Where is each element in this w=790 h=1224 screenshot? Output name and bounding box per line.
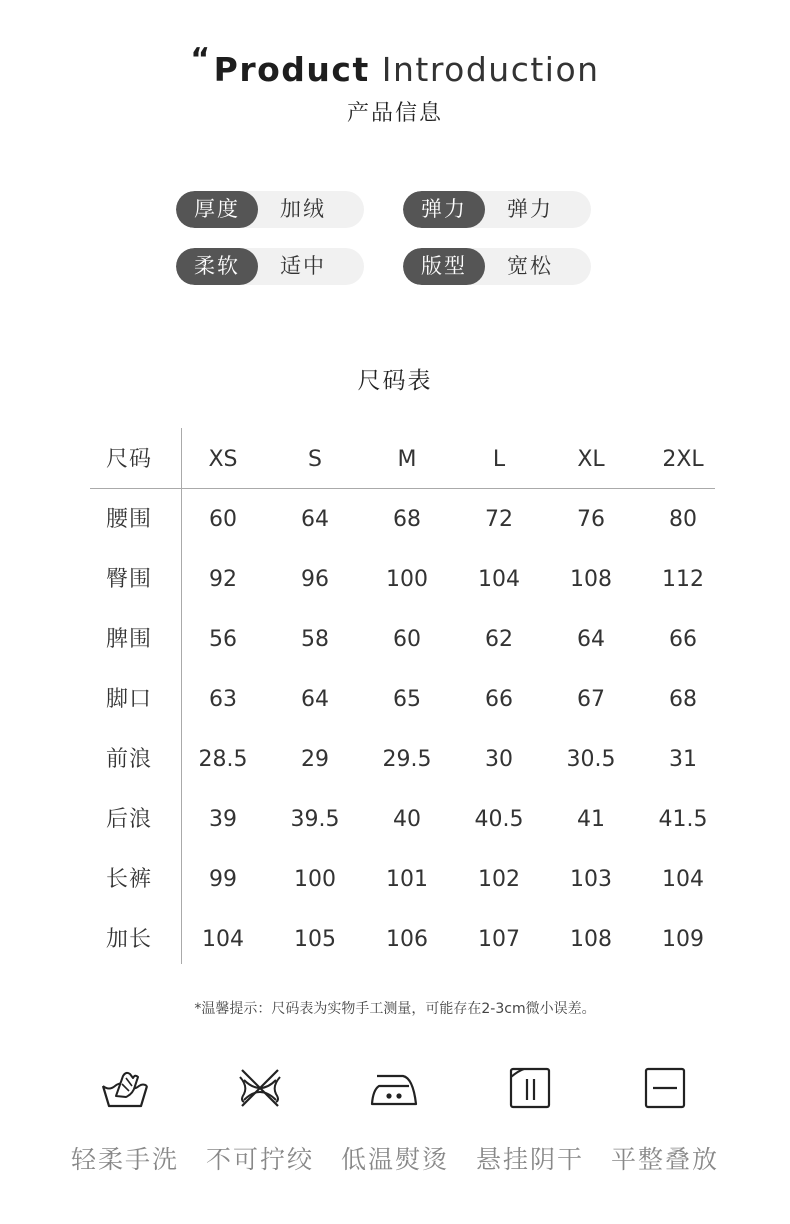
size-header-cell: M [397, 447, 417, 472]
table-cell: 67 [577, 687, 605, 712]
size-header-cell: 2XL [662, 447, 704, 472]
attribute-key: 柔软 [176, 248, 258, 285]
care-label: 平整叠放 [610, 1145, 719, 1174]
table-row [90, 790, 715, 850]
do-not-wring-icon [234, 1062, 286, 1114]
attribute-value: 宽松 [507, 254, 553, 278]
table-cell: 104 [478, 567, 520, 592]
table-cell: 41.5 [658, 807, 708, 832]
table-cell: 31 [669, 747, 697, 772]
table-cell: 64 [577, 627, 605, 652]
table-cell: 68 [669, 687, 697, 712]
table-cell: 104 [662, 867, 704, 892]
table-cell: 39.5 [290, 807, 340, 832]
table-cell: 101 [386, 867, 428, 892]
table-cell: 56 [209, 627, 237, 652]
care-item-low-iron [325, 1062, 465, 1176]
table-row [90, 610, 715, 670]
table-cell: 39 [209, 807, 237, 832]
measurement-label: 臀围 [105, 567, 152, 592]
attribute-pill-thickness [176, 191, 364, 228]
table-cell: 29.5 [382, 747, 432, 772]
measurement-label: 前浪 [105, 747, 152, 772]
table-row [90, 910, 715, 970]
table-cell: 92 [209, 567, 237, 592]
table-cell: 40 [393, 807, 421, 832]
table-cell: 100 [294, 867, 336, 892]
page-title [0, 42, 790, 94]
table-cell: 63 [209, 687, 237, 712]
table-row [90, 550, 715, 610]
attribute-value: 加绒 [280, 197, 326, 221]
care-label: 轻柔手洗 [70, 1145, 179, 1174]
table-cell: 29 [301, 747, 329, 772]
table-cell: 100 [386, 567, 428, 592]
table-cell: 104 [202, 927, 244, 952]
table-cell: 30 [485, 747, 513, 772]
page-subtitle: 产品信息 [346, 101, 443, 126]
measurement-label: 后浪 [105, 807, 152, 832]
table-row [90, 730, 715, 790]
table-cell: 64 [301, 687, 329, 712]
table-cell: 102 [478, 867, 520, 892]
table-cell: 62 [485, 627, 513, 652]
table-header-row [90, 430, 715, 490]
dry-flat-icon [639, 1062, 691, 1114]
measurement-label: 加长 [105, 927, 152, 952]
table-cell: 109 [662, 927, 704, 952]
table-cell: 28.5 [198, 747, 248, 772]
table-row [90, 850, 715, 910]
attribute-value: 弹力 [507, 197, 553, 221]
care-item-dry-flat [595, 1062, 735, 1176]
table-cell: 41 [577, 807, 605, 832]
care-instructions [0, 1062, 790, 1182]
table-cell: 66 [485, 687, 513, 712]
table-cell: 80 [669, 507, 697, 532]
hand-wash-icon [99, 1062, 151, 1114]
table-cell: 103 [570, 867, 612, 892]
table-row [90, 490, 715, 550]
attribute-pill-fit [403, 248, 591, 285]
table-cell: 65 [393, 687, 421, 712]
table-cell: 106 [386, 927, 428, 952]
care-label: 低温熨烫 [340, 1145, 449, 1174]
table-cell: 64 [301, 507, 329, 532]
size-chart-title: 尺码表 [357, 368, 433, 394]
table-cell: 107 [478, 927, 520, 952]
table-row [90, 670, 715, 730]
table-cell: 60 [209, 507, 237, 532]
corner-label: 尺码 [105, 447, 152, 472]
table-cell: 58 [301, 627, 329, 652]
care-label: 悬挂阴干 [475, 1145, 584, 1174]
title-bold-word: Product [213, 50, 370, 89]
attribute-value: 适中 [280, 254, 326, 278]
care-item-hand-wash [55, 1062, 195, 1176]
table-cell: 60 [393, 627, 421, 652]
quote-mark: “ [190, 42, 212, 77]
low-iron-icon [369, 1062, 421, 1114]
care-label: 不可拧绞 [205, 1145, 314, 1174]
table-cell: 30.5 [566, 747, 616, 772]
table-cell: 108 [570, 927, 612, 952]
measurement-label: 腰围 [105, 507, 152, 532]
care-item-hang-dry [460, 1062, 600, 1176]
table-cell: 105 [294, 927, 336, 952]
table-cell: 76 [577, 507, 605, 532]
table-cell: 68 [393, 507, 421, 532]
table-cell: 40.5 [474, 807, 524, 832]
size-header-cell: S [308, 447, 322, 472]
care-item-do-not-wring [190, 1062, 330, 1176]
table-cell: 72 [485, 507, 513, 532]
table-cell: 96 [301, 567, 329, 592]
product-introduction-header [0, 42, 790, 127]
table-cell: 66 [669, 627, 697, 652]
attribute-key: 版型 [403, 248, 485, 285]
attribute-key: 弹力 [403, 191, 485, 228]
measurement-label: 脾围 [105, 627, 152, 652]
measurement-note: *温馨提示：尺码表为实物手工测量，可能存在2-3cm微小误差。 [194, 1001, 596, 1017]
title-light-word: Introduction [381, 50, 600, 89]
size-chart-table [90, 428, 715, 964]
table-cell: 108 [570, 567, 612, 592]
size-header-cell: XS [208, 447, 238, 472]
attribute-pill-elasticity [403, 191, 591, 228]
attribute-key: 厚度 [176, 191, 258, 228]
size-header-cell: L [492, 447, 506, 472]
measurement-label: 脚口 [105, 687, 152, 712]
attribute-pill-softness [176, 248, 364, 285]
size-header-cell: XL [577, 447, 605, 472]
hang-dry-icon [504, 1062, 556, 1114]
measurement-label: 长裤 [105, 867, 152, 892]
table-cell: 99 [209, 867, 237, 892]
table-cell: 112 [662, 567, 704, 592]
